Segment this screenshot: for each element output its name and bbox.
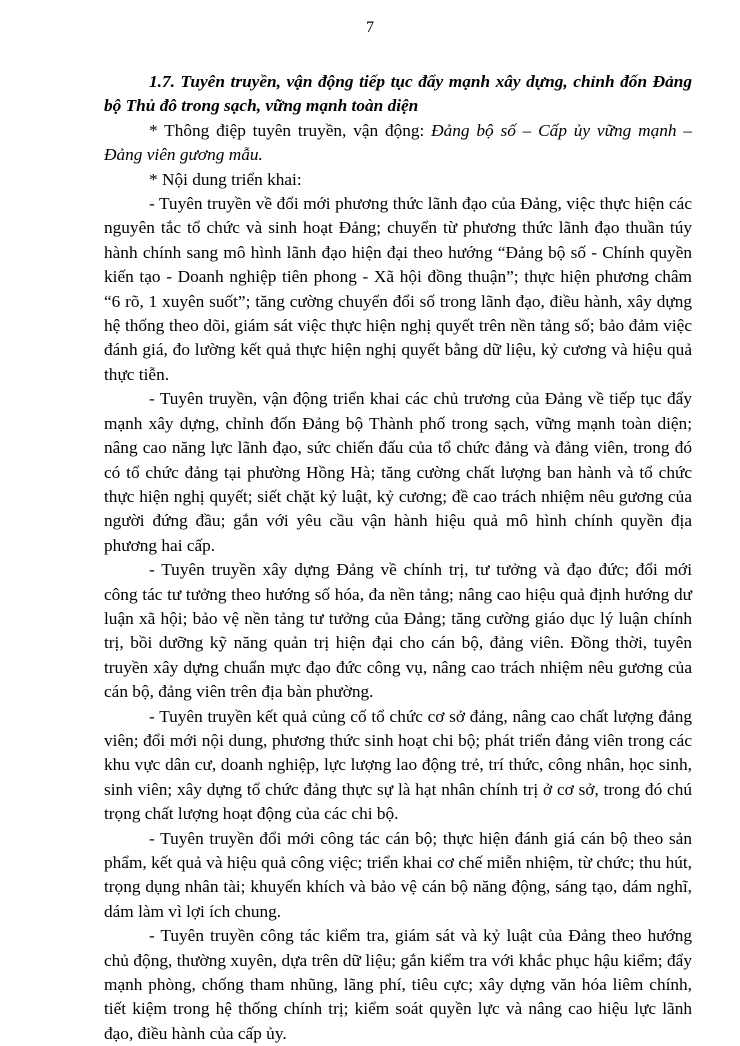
page-number: 7 bbox=[366, 19, 374, 36]
paragraph-political-ideology: - Tuyên truyền xây dựng Đảng về chính trị, tư tưởng và đạo đức; đổi mới công tác tư tưởng theo hướng số hóa, đa nền tảng; nâng cao hiệu quả định hướng dư luận xã hội; bảo vệ nền tảng tư tưởng của Đảng; tăng cường giáo dục lý luận chính trị, bồi dưỡng kỹ năng quản trị hiện đại cho cán bộ, đảng viên. Đồng thời, tuyên truyền xây dựng chuẩn mực đạo đức công vụ, nâng cao trách nhiệm nêu gương của cán bộ, đảng viên trên địa bàn phường. bbox=[104, 560, 692, 702]
paragraph-grassroots-organization: - Tuyên truyền kết quả củng cố tổ chức cơ sở đảng, nâng cao chất lượng đảng viên; đổi mới nội dung, phương thức sinh hoạt chi bộ; phát triển đảng viên trong các khu vực dân cư, doanh nghiệp, lực lượng lao động trẻ, trí thức, công nhân, học sinh, sinh viên; xây dựng tổ chức đảng thực sự là hạt nhân chính trị ở cơ sở, trong đó chú trọng chất lượng hoạt động của các chi bộ. bbox=[104, 706, 692, 824]
message-label: * Thông điệp tuyên truyền, vận động: bbox=[149, 120, 432, 140]
paragraph-leadership-method: - Tuyên truyền về đổi mới phương thức lãnh đạo của Đảng, việc thực hiện các nguyên tắc tổ chức và sinh hoạt Đảng; chuyển từ phương thức lãnh đạo thuần túy hành chính sang mô hình lãnh đạo hiện đại theo hướng “Đảng bộ số - Chính quyền kiến tạo - Doanh nghiệp tiên phong - Xã hội đồng thuận”; thực hiện phương châm “6 rõ, 1 xuyên suốt”; tăng cường chuyển đổi số trong lãnh đạo, điều hành, xây dựng hệ thống theo dõi, giám sát việc thực hiện nghị quyết trên nền tảng số; bảo đảm việc đánh giá, đo lường kết quả thực hiện nghị quyết bằng dữ liệu, kỷ cương và hiệu quả thực tiễn. bbox=[104, 194, 692, 384]
section-heading: 1.7. Tuyên truyền, vận động tiếp tục đẩy mạnh xây dựng, chỉnh đốn Đảng bộ Thủ đô trong sạch, vững mạnh toàn diện bbox=[104, 72, 692, 116]
message-line bbox=[104, 119, 692, 168]
message-value: Đảng bộ số – Cấp ủy vững mạnh – Đảng viên gương mẫu. bbox=[104, 120, 692, 165]
document-body bbox=[104, 70, 692, 1046]
content-label: * Nội dung triển khai: bbox=[149, 169, 302, 189]
paragraph-party-building: - Tuyên truyền, vận động triển khai các chủ trương của Đảng về tiếp tục đẩy mạnh xây dựng, chỉnh đốn Đảng bộ Thành phố trong sạch, vững mạnh toàn diện; nâng cao năng lực lãnh đạo, sức chiến đấu của tổ chức đảng và đảng viên, trong đó có tổ chức đảng tại phường Hồng Hà; tăng cường chất lượng ban hành và tổ chức thực hiện nghị quyết; siết chặt kỷ luật, kỷ cương; đề cao trách nhiệm nêu gương của người đứng đầu; gắn với yêu cầu vận hành hiệu quả mô hình chính quyền địa phương hai cấp. bbox=[104, 389, 692, 555]
paragraph-cadre-work: - Tuyên truyền đổi mới công tác cán bộ; thực hiện đánh giá cán bộ theo sản phẩm, kết quả và hiệu quả công việc; triển khai cơ chế miễn nhiệm, từ chức; thu hút, trọng dụng nhân tài; khuyến khích và bảo vệ cán bộ năng động, sáng tạo, dám nghĩ, dám làm vì lợi ích chung. bbox=[104, 828, 692, 921]
paragraph-inspection-discipline: - Tuyên truyền công tác kiểm tra, giám sát và kỷ luật của Đảng theo hướng chủ động, thường xuyên, dựa trên dữ liệu; gắn kiểm tra với khắc phục hậu kiểm; đẩy mạnh phòng, chống tham nhũng, lãng phí, tiêu cực; xây dựng văn hóa liêm chính, tiết kiệm trong hệ thống chính trị; kiểm soát quyền lực và nâng cao hiệu lực lãnh đạo, điều hành của cấp ủy. bbox=[104, 926, 692, 1043]
